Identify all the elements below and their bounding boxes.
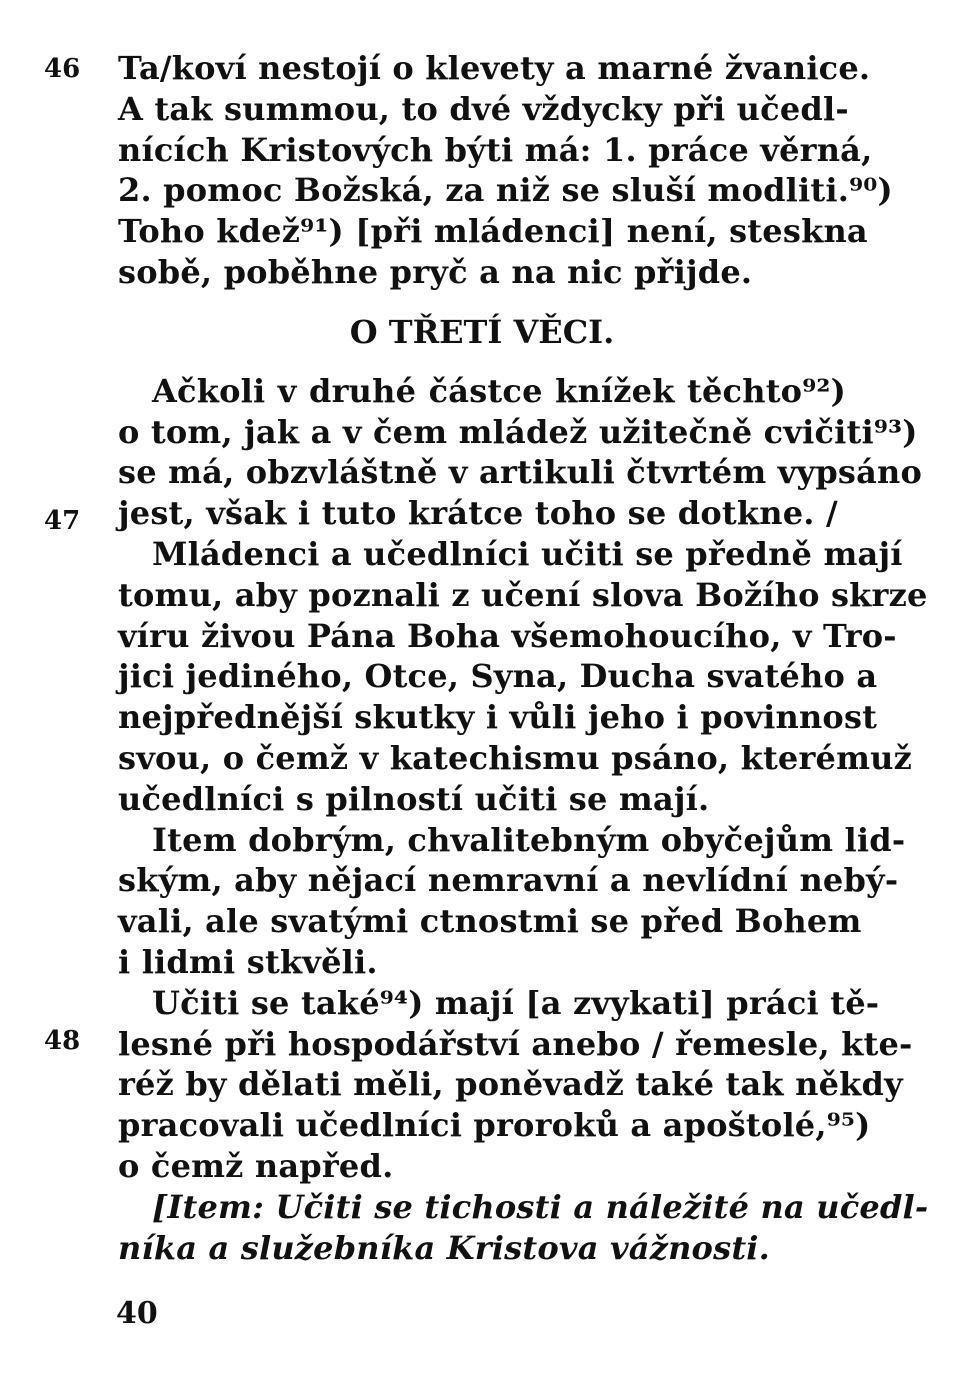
text-line: jici jediného, Otce, Syna, Ducha svatého a xyxy=(118,657,878,696)
text-line: Učiti se také⁹⁴) mají [a zvykati] práci tě- xyxy=(152,983,880,1022)
text-line: nících Kristových býti má: 1. práce věrná, xyxy=(118,130,873,169)
text-line: tomu, aby poznali z učení slova Božího skrze xyxy=(118,575,928,614)
margin-number-46: 46 xyxy=(44,54,81,84)
text-line: Ačkoli v druhé částce knížek těchto⁹²) xyxy=(152,371,846,410)
text-line: se má, obzvláštně v artikuli čtvrtém vypsáno xyxy=(118,453,923,492)
text-line: Ta/koví nestojí o klevety a marné žvanice. xyxy=(118,49,871,87)
text-line: Mládenci a učedlníci učiti se předně mají xyxy=(152,534,903,573)
text-line: lesné při hospodářství anebo / řemesle, kte- xyxy=(118,1024,913,1063)
text-line: 2. pomoc Božská, za niž se sluší modliti.⁹⁰) xyxy=(118,171,893,210)
text-line: o čemž napřed. xyxy=(118,1146,394,1185)
text-line: o tom, jak a v čem mládež užitečně cvičiti⁹³) xyxy=(118,412,918,451)
section-heading: O TŘETÍ VĚCI. xyxy=(349,312,615,351)
text-line: [Item: Učiti se tichosti a náležité na učedl- xyxy=(152,1187,929,1226)
text-line: vali, ale svatými ctnostmi se před Bohem xyxy=(118,902,862,941)
text-line: sobě, poběhne pryč a na nic přijde. xyxy=(118,252,753,291)
text-line: jest, však i tuto krátce toho se dotkne. / xyxy=(118,494,838,533)
text-line: pracovali učedlníci proroků a apoštolé,⁹⁵) xyxy=(118,1106,871,1145)
text-line: i lidmi stkvěli. xyxy=(118,942,378,981)
body-text xyxy=(118,48,929,1268)
text-line: učedlníci s pilností učiti se mají. xyxy=(118,779,710,818)
text-line: ským, aby nějací nemravní a nevlídní nebý- xyxy=(118,861,899,900)
text-line: réž by dělati měli, poněvadž také tak někdy xyxy=(118,1065,903,1104)
text-line: Toho kdež⁹¹) [při mládenci] není, steskna xyxy=(118,212,868,251)
text-line: svou, o čemž v katechismu psáno, kterémuž xyxy=(118,738,913,777)
text-line: víru živou Pána Boha všemohoucího, v Tro- xyxy=(118,616,897,655)
margin-number-48: 48 xyxy=(44,1026,81,1056)
text-line: Item dobrým, chvalitebným obyčejům lid- xyxy=(152,820,906,859)
text-line: A tak summou, to dvé vždycky při učedl- xyxy=(118,89,849,128)
page-number: 40 xyxy=(116,1296,158,1331)
text-line: nejpřednější skutky i vůli jeho i povinnost xyxy=(118,698,878,737)
text-line: níka a služebníka Kristova vážnosti. xyxy=(118,1228,770,1267)
margin-number-47: 47 xyxy=(44,506,81,536)
